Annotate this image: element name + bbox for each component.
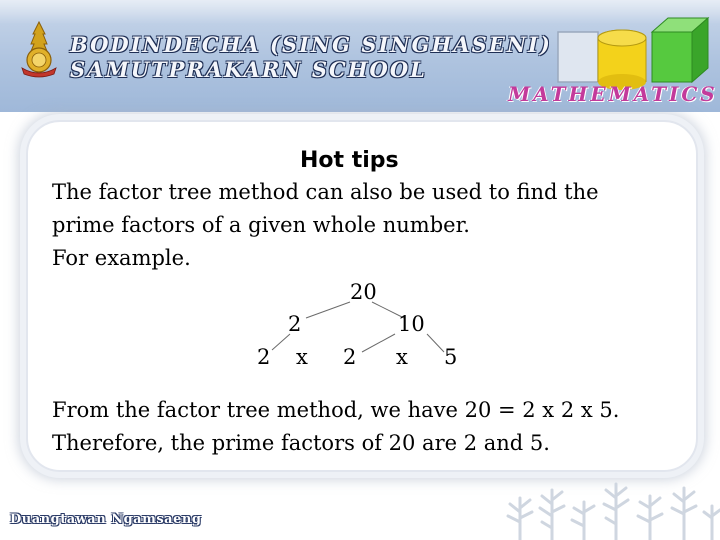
slide-heading: Hot tips xyxy=(300,148,399,173)
school-name-line1: BODINDECHA (SING SINGHASENI) xyxy=(70,32,552,57)
tree-bottom-right: 5 xyxy=(444,345,458,369)
tree-bottom-mid: 2 xyxy=(343,345,357,369)
tree-root: 20 xyxy=(350,280,377,304)
tree-left-branch: 2 xyxy=(288,312,302,336)
intro-line-2: prime factors of a given whole number. xyxy=(52,213,470,237)
school-name-line2: SAMUTPRAKARN SCHOOL xyxy=(70,57,427,82)
conclusion-line-1: From the factor tree method, we have 20 = 2 x 2 x 5. xyxy=(52,398,620,422)
tree-line-right-left xyxy=(362,334,395,352)
tree-times-1: x xyxy=(296,345,308,369)
subject-title: MATHEMATICS xyxy=(508,82,718,106)
tree-times-2: x xyxy=(396,345,408,369)
conclusion-line-2: Therefore, the prime factors of 20 are 2 and 5. xyxy=(52,431,550,455)
intro-line-3: For example. xyxy=(52,246,191,270)
intro-line-1: The factor tree method can also be used to find the xyxy=(52,180,599,204)
tree-line-right-right xyxy=(427,334,444,352)
author-name: Duangtawan Ngamsaeng xyxy=(10,512,202,527)
decorative-plants-icon xyxy=(500,478,720,540)
tree-bottom-left: 2 xyxy=(257,345,271,369)
tree-line-left-down xyxy=(272,334,290,350)
tree-right-branch: 10 xyxy=(398,312,425,336)
tree-line-root-left xyxy=(306,302,350,318)
